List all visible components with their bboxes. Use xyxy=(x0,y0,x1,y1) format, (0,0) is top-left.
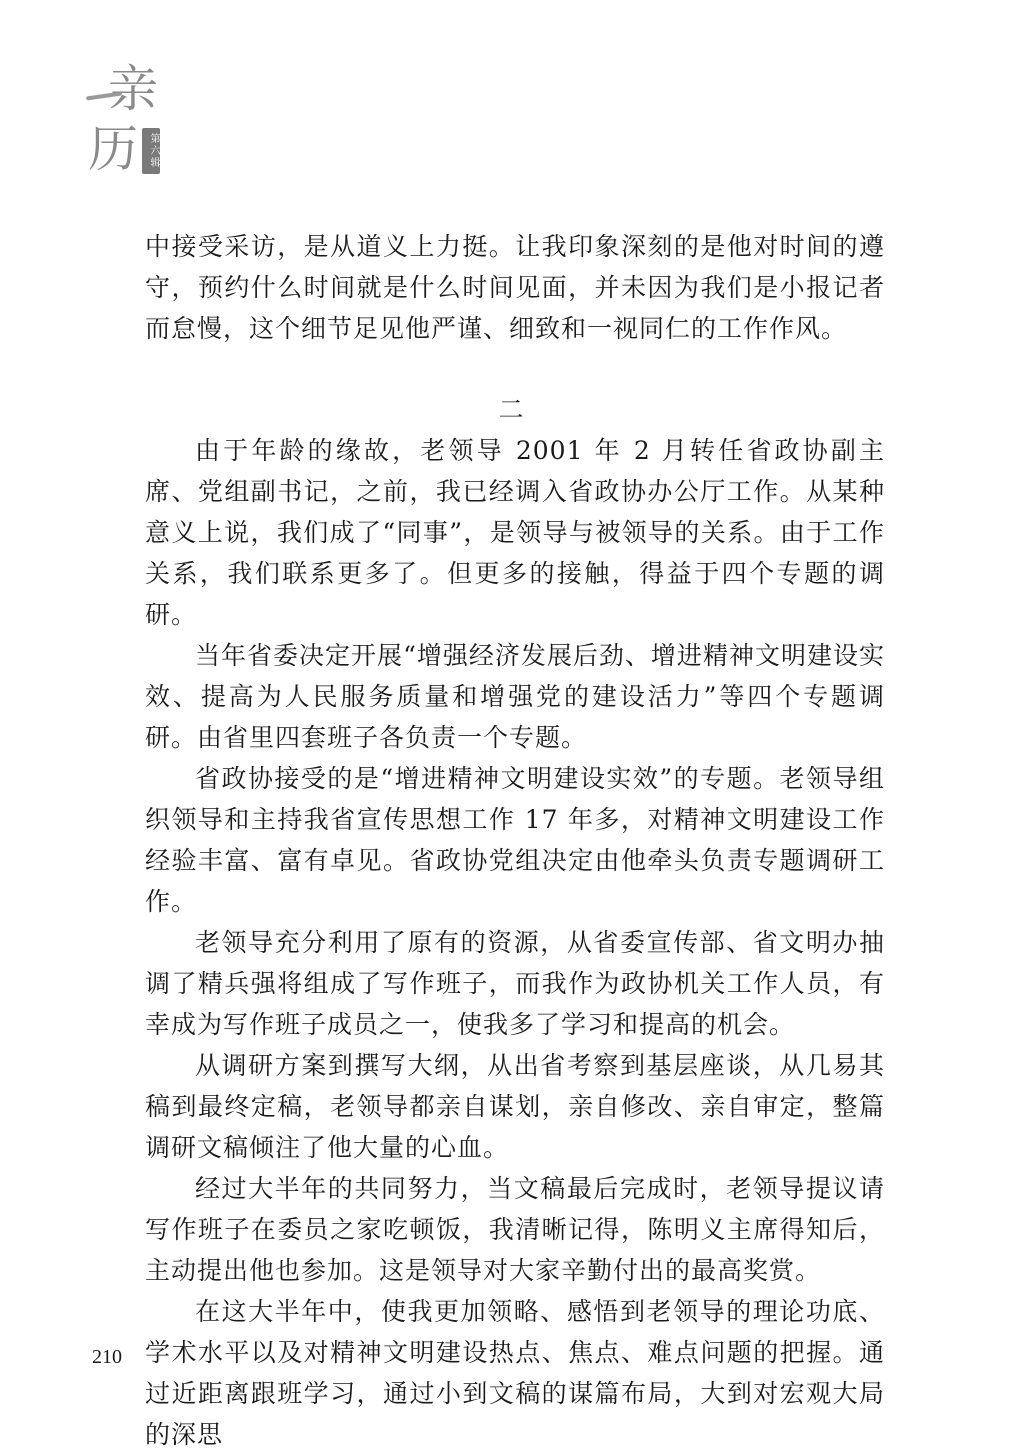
paragraph: 当年省委决定开展“增强经济发展后劲、增进精神文明建设实效、提高为人民服务质量和增强党的建设活力”等四个专题调研。由省里四套班子各负责一个专题。 xyxy=(145,641,885,752)
paragraph: 省政协接受的是“增进精神文明建设实效”的专题。老领导组织领导和主持我省宣传思想工作 17 年多，对精神文明建设工作经验丰富、富有卓见。省政协党组决定由他牵头负责专题调研工作。 xyxy=(145,764,885,916)
logo-char-qin: 亲 xyxy=(108,60,158,118)
intro-paragraph-block xyxy=(145,226,885,349)
page-number: 210 xyxy=(92,1346,122,1368)
section-heading: 二 xyxy=(498,395,524,424)
book-series-logo xyxy=(82,62,162,184)
intro-paragraph: 中接受采访，是从道义上力挺。让我印象深刻的是他对时间的遵守，预约什么时间就是什么时间见面，并未因为我们是小报记者而怠慢，这个细节足见他严谨、细致和一视同仁的工作作风。 xyxy=(145,232,885,343)
paragraph: 由于年龄的缘故，老领导 2001 年 2 月转任省政协副主席、党组副书记，之前，我已经调入省政协办公厅工作。从某种意义上说，我们成了“同事”，是领导与被领导的关系。由于工作关系，我们联系更多了。但更多的接触，得益于四个专题的调研。 xyxy=(145,436,885,629)
paragraph: 在这大半年中，使我更加领略、感悟到老领导的理论功底、学术水平以及对精神文明建设热点、焦点、难点问题的把握。通过近距离跟班学习，通过小到文稿的谋篇布局，大到对宏观大局的深思 xyxy=(145,1297,885,1449)
paragraph: 经过大半年的共同努力，当文稿最后完成时，老领导提议请写作班子在委员之家吃顿饭，我清晰记得，陈明义主席得知后，主动提出他也参加。这是领导对大家辛勤付出的最高奖赏。 xyxy=(145,1174,885,1285)
logo-char-li: 历 xyxy=(88,120,138,178)
paragraph: 从调研方案到撰写大纲，从出省考察到基层座谈，从几易其稿到最终定稿，老领导都亲自谋划，亲自修改、亲自审定，整篇调研文稿倾注了他大量的心血。 xyxy=(145,1051,885,1162)
body-text xyxy=(145,430,885,1455)
paragraph: 老领导充分利用了原有的资源，从省委宣传部、省文明办抽调了精兵强将组成了写作班子，而我作为政协机关工作人员，有幸成为写作班子成员之一，使我多了学习和提高的机会。 xyxy=(145,928,885,1039)
volume-badge: 第六辑 xyxy=(142,128,160,174)
